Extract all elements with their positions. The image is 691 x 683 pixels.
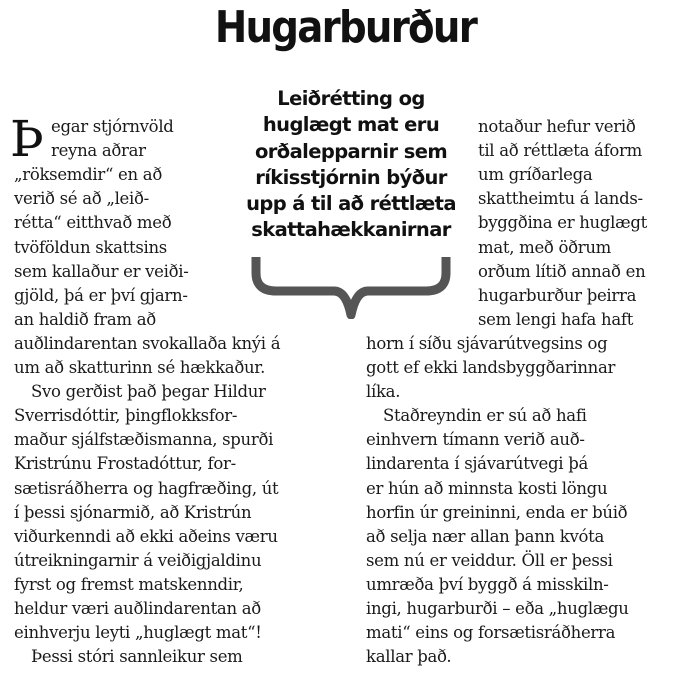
text-line: kallar það. [366, 647, 452, 667]
text-line: mat, með öðrum [478, 237, 612, 257]
text-line: Sverrisdóttir, þingflokksfor- [14, 406, 238, 426]
text-line: líka. [366, 382, 401, 402]
pull-quote [236, 86, 466, 244]
text-line: skattheimtu á lands- [478, 189, 643, 209]
text-line: í þessi sjónarmið, að Kristrún [14, 502, 252, 522]
pull-quote-line: upp á til að réttlæta [246, 192, 456, 216]
text-line: sem lengi hafa haft [478, 309, 634, 329]
text-line: horfin úr greininni, enda er búið [366, 502, 628, 522]
pull-quote-line: Leiðrétting og [277, 87, 425, 110]
text-line: auðlindarentan svokallaða knýi á [14, 333, 281, 353]
text-line: orðum lítið annað en [478, 261, 646, 281]
text-line: horn í síðu sjávarútvegsins og [366, 333, 608, 353]
text-line: Svo gerðist það þegar Hildur [31, 382, 266, 402]
text-line: rétta“ eitthvað með [14, 213, 172, 233]
text-line: um gríðarlega [478, 165, 593, 185]
text-line: reyna aðrar [51, 141, 146, 161]
headline: Hugarburður [214, 2, 477, 53]
text-line: tvöföldun skattsins [14, 237, 167, 257]
text-line: fyrst og fremst matskenndir, [14, 574, 244, 594]
text-line: mati“ eins og forsætisráðherra [366, 623, 616, 643]
text-line: ingi, hugarburði – eða „huglægu [366, 599, 629, 618]
text-line: útreikningarnir á veiðigjaldinu [14, 550, 262, 570]
text-line: sem kallaður er veiði- [14, 261, 189, 281]
drop-cap: Þ [10, 110, 44, 168]
text-line: er hún að minnsta kosti löngu [366, 478, 608, 498]
text-line: lindarenta í sjávarútvegi þá [366, 454, 588, 474]
text-line: maður sjálfstæðismanna, spurði [14, 430, 274, 450]
text-line: hugarburður þeirra [478, 285, 637, 305]
text-line: „röksemdir“ en að [14, 165, 162, 185]
pull-quote-line: orðalepparnir sem [254, 139, 448, 163]
text-line: sætisráðherra og hagfræðing, út [14, 478, 279, 498]
text-line: umræða því byggð á misskiln- [366, 574, 609, 594]
text-line: að selja nær allan þann kvóta [366, 526, 605, 546]
text-line: Þessi stóri sannleikur sem [31, 647, 243, 667]
text-line: viðurkenndi að ekki aðeins væru [14, 526, 278, 546]
text-line: egar stjórnvöld [51, 117, 174, 136]
text-line: heldur væri auðlindarentan að [14, 599, 261, 618]
text-line: notaður hefur verið [478, 117, 636, 136]
pull-quote-line: skattahækkanirnar [251, 218, 451, 242]
text-line: til að réttlæta áform [478, 141, 642, 161]
text-line: gott ef ekki landsbyggðarinnar [366, 358, 616, 377]
curly-brace-ornament [246, 255, 456, 319]
text-line: einhverju leyti „huglægt mat“! [14, 623, 262, 643]
text-line: an haldið fram að [14, 309, 156, 329]
pull-quote-line: huglægt mat eru [262, 113, 440, 137]
text-line: einhvern tímann verið auð- [366, 430, 585, 450]
text-line: Staðreyndin er sú að hafi [383, 406, 587, 426]
pull-quote-line: ríkisstjórnin býður [255, 165, 447, 189]
text-line: sem nú er veiddur. Öll er þessi [366, 550, 613, 570]
text-line: Kristrúnu Frostadóttur, for- [14, 454, 236, 474]
text-line: byggðina er huglægt [478, 213, 647, 233]
text-line: verið sé að „leið- [14, 189, 149, 209]
text-line: gjöld, þá er því gjarn- [14, 285, 188, 305]
text-line: um að skatturinn sé hækkaður. [14, 358, 266, 377]
